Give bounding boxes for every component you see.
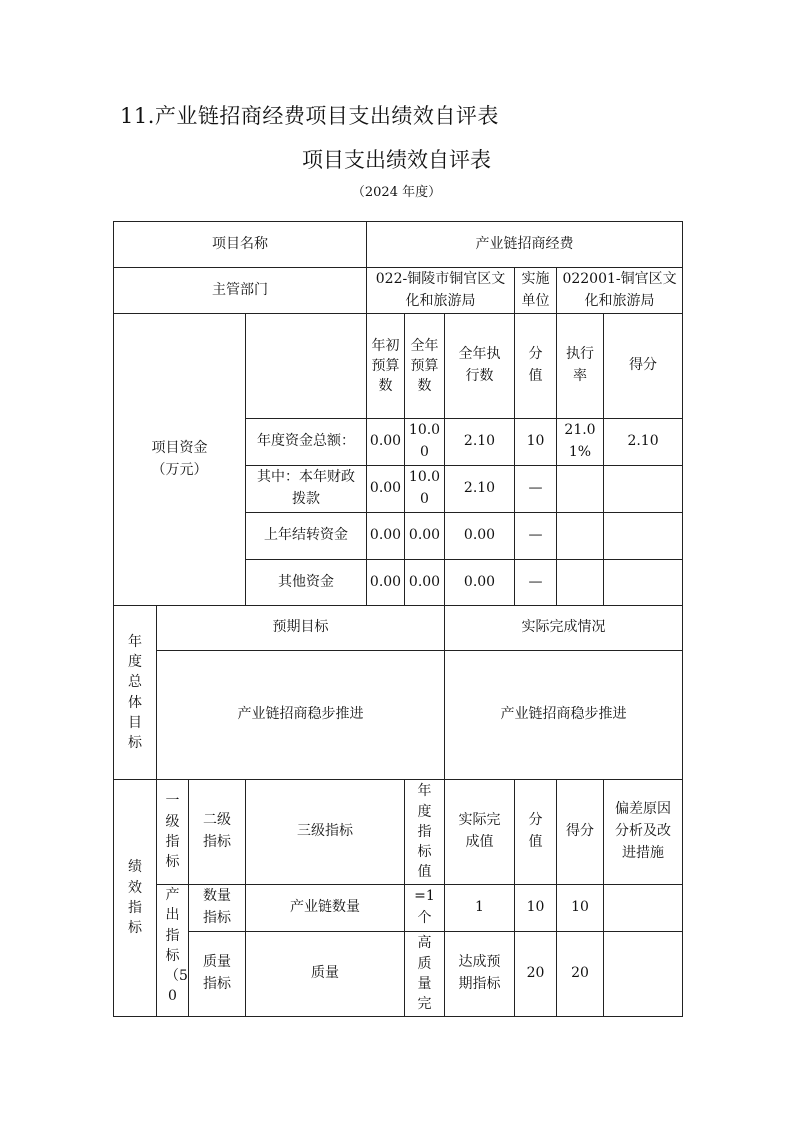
fund-row-label: 其他资金 (246, 560, 367, 606)
fund-rate (557, 466, 604, 513)
fund-weight: 10 (515, 419, 557, 466)
fund-annual: 10.00 (405, 419, 445, 466)
indicator-score: 10 (557, 885, 604, 932)
fund-weight: — (515, 466, 557, 513)
indicator-annual-value: =1个 (405, 885, 445, 932)
funds-header-blank (246, 314, 367, 419)
header-exec-rate: 执行率 (557, 314, 604, 419)
indicator-row (114, 885, 683, 932)
goals-header-row (114, 606, 683, 651)
header-actual-value: 实际完成值 (445, 780, 515, 885)
goals-content-row (114, 651, 683, 780)
funds-label: 项目资金（万元） (114, 314, 246, 606)
indicator-weight: 10 (515, 885, 557, 932)
dept-value: 022-铜陵市铜官区文化和旅游局 (367, 268, 515, 314)
expected-goal-text: 产业链招商稳步推进 (157, 651, 445, 780)
fund-row-label: 年度资金总额： (246, 419, 367, 466)
header-level1: 一级指标 (157, 780, 189, 885)
header-score-weight: 分值 (515, 314, 557, 419)
indicator-row (114, 932, 683, 1017)
fund-rate (557, 513, 604, 560)
header-indicator-score: 得分 (557, 780, 604, 885)
impl-value: 022001-铜官区文化和旅游局 (557, 268, 683, 314)
indicator-level2: 质量指标 (189, 932, 246, 1017)
section-heading: 11.产业链招商经费项目支出绩效自评表 (120, 104, 499, 128)
indicator-weight: 20 (515, 932, 557, 1017)
fund-rate: 21.01% (557, 419, 604, 466)
indicators-label: 绩效指标 (114, 780, 157, 1017)
actual-goal-text: 产业链招商稳步推进 (445, 651, 683, 780)
project-name-value: 产业链招商经费 (367, 222, 683, 268)
indicator-deviation (604, 885, 683, 932)
fund-annual: 0.00 (405, 513, 445, 560)
fund-annual: 10.00 (405, 466, 445, 513)
indicator-annual-value: 高质量完 (405, 932, 445, 1017)
fund-exec: 0.00 (445, 560, 515, 606)
fund-score (604, 513, 683, 560)
fund-score (604, 466, 683, 513)
fund-score (604, 560, 683, 606)
project-name-row (114, 222, 683, 268)
indicator-header-row (114, 780, 683, 885)
year-label: （2024 年度） (351, 185, 442, 200)
page-title: 项目支出绩效自评表 (302, 148, 491, 172)
impl-label: 实施单位 (515, 268, 557, 314)
fund-exec: 2.10 (445, 419, 515, 466)
fund-exec: 2.10 (445, 466, 515, 513)
header-level2: 二级指标 (189, 780, 246, 885)
header-deviation: 偏差原因分析及改进措施 (604, 780, 683, 885)
indicator-actual-value: 达成预期指标 (445, 932, 515, 1017)
fund-score: 2.10 (604, 419, 683, 466)
header-annual-exec: 全年执行数 (445, 314, 515, 419)
header-indicator-weight: 分值 (515, 780, 557, 885)
department-row (114, 268, 683, 314)
actual-goal-label: 实际完成情况 (445, 606, 683, 651)
funds-header-row (114, 314, 683, 419)
fund-initial: 0.00 (367, 560, 405, 606)
fund-initial: 0.00 (367, 513, 405, 560)
indicator-level3: 质量 (246, 932, 405, 1017)
header-score: 得分 (604, 314, 683, 419)
indicator-deviation (604, 932, 683, 1017)
level1-output: 产出指标（50 (157, 885, 189, 1017)
dept-label: 主管部门 (114, 268, 367, 314)
project-name-label: 项目名称 (114, 222, 367, 268)
indicator-level3: 产业链数量 (246, 885, 405, 932)
fund-row-label: 其中：本年财政拨款 (246, 466, 367, 513)
indicator-score: 20 (557, 932, 604, 1017)
header-annual-value: 年度指标值 (405, 780, 445, 885)
header-initial-budget: 年初预算数 (367, 314, 405, 419)
fund-initial: 0.00 (367, 419, 405, 466)
fund-initial: 0.00 (367, 466, 405, 513)
fund-exec: 0.00 (445, 513, 515, 560)
goals-label: 年度总体目标 (114, 606, 157, 780)
fund-weight: — (515, 513, 557, 560)
fund-weight: — (515, 560, 557, 606)
fund-annual: 0.00 (405, 560, 445, 606)
fund-row-label: 上年结转资金 (246, 513, 367, 560)
header-level3: 三级指标 (246, 780, 405, 885)
indicator-level2: 数量指标 (189, 885, 246, 932)
fund-rate (557, 560, 604, 606)
self-evaluation-table (113, 221, 683, 1017)
expected-goal-label: 预期目标 (157, 606, 445, 651)
indicator-actual-value: 1 (445, 885, 515, 932)
header-annual-budget: 全年预算数 (405, 314, 445, 419)
